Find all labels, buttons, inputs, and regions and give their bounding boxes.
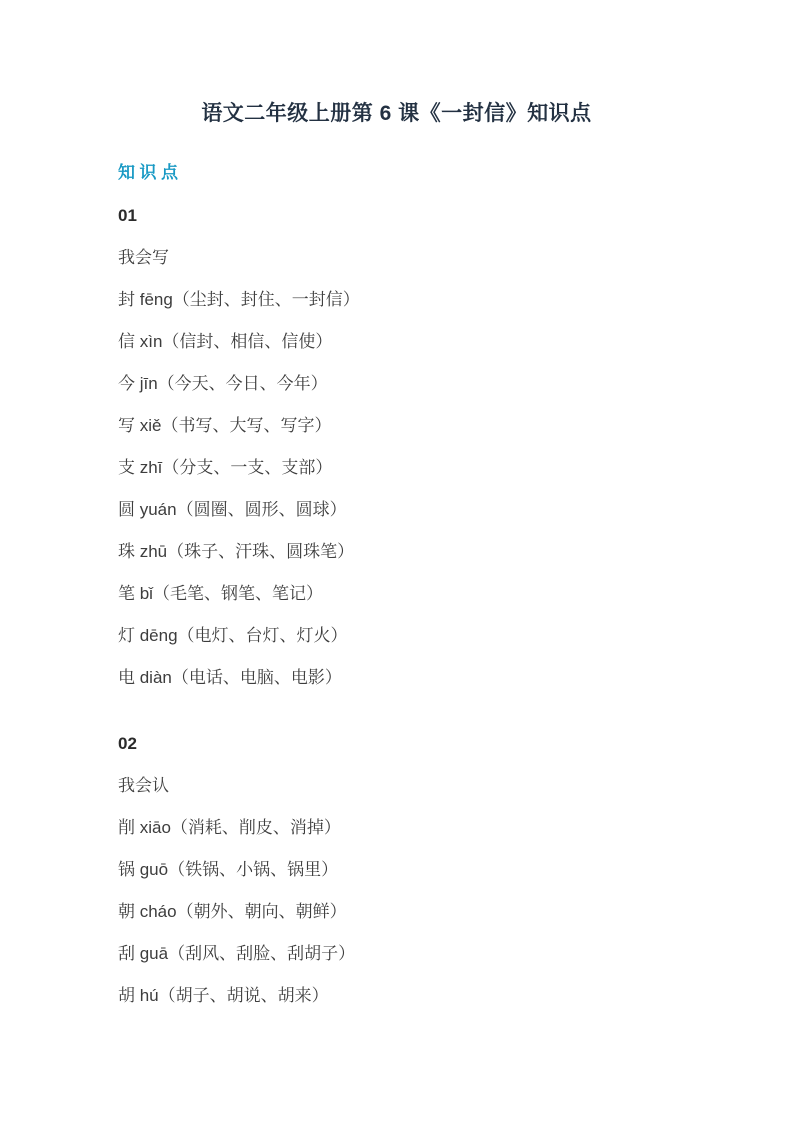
section-02 xyxy=(118,732,683,1008)
vocab-item: 封 fēng（尘封、封住、一封信） xyxy=(118,290,360,309)
vocab-item: 支 zhī（分支、一支、支部） xyxy=(118,458,333,477)
vocab-item: 锅 guō（铁锅、小锅、锅里） xyxy=(118,860,339,879)
vocab-item: 胡 hú（胡子、胡说、胡来） xyxy=(118,986,329,1005)
vocab-item: 朝 cháo（朝外、朝向、朝鲜） xyxy=(118,902,347,921)
section-02-number: 02 xyxy=(118,734,137,753)
vocab-item: 今 jīn（今天、今日、今年） xyxy=(118,374,328,393)
vocab-item: 笔 bǐ（毛笔、钢笔、笔记） xyxy=(118,584,323,603)
vocab-item: 圆 yuán（圆圈、圆形、圆球） xyxy=(118,500,347,519)
vocab-item: 灯 dēng（电灯、台灯、灯火） xyxy=(118,626,348,645)
section-01 xyxy=(118,204,683,690)
document-title: 语文二年级上册第 6 课《一封信》知识点 xyxy=(201,102,592,125)
vocab-item: 写 xiě（书写、大写、写字） xyxy=(118,416,332,435)
vocab-item: 电 diàn（电话、电脑、电影） xyxy=(118,668,342,687)
section-01-number: 01 xyxy=(118,206,137,225)
vocab-item: 珠 zhū（珠子、汗珠、圆珠笔） xyxy=(118,542,355,561)
knowledge-points-heading: 知识点 xyxy=(118,163,183,182)
vocab-item: 信 xìn（信封、相信、信使） xyxy=(118,332,333,351)
vocab-item: 削 xiāo（消耗、削皮、消掉） xyxy=(118,818,341,837)
vocab-item: 刮 guā（刮风、刮脸、刮胡子） xyxy=(118,944,356,963)
section-02-subtitle: 我会认 xyxy=(118,776,169,795)
section-01-subtitle: 我会写 xyxy=(118,248,169,267)
